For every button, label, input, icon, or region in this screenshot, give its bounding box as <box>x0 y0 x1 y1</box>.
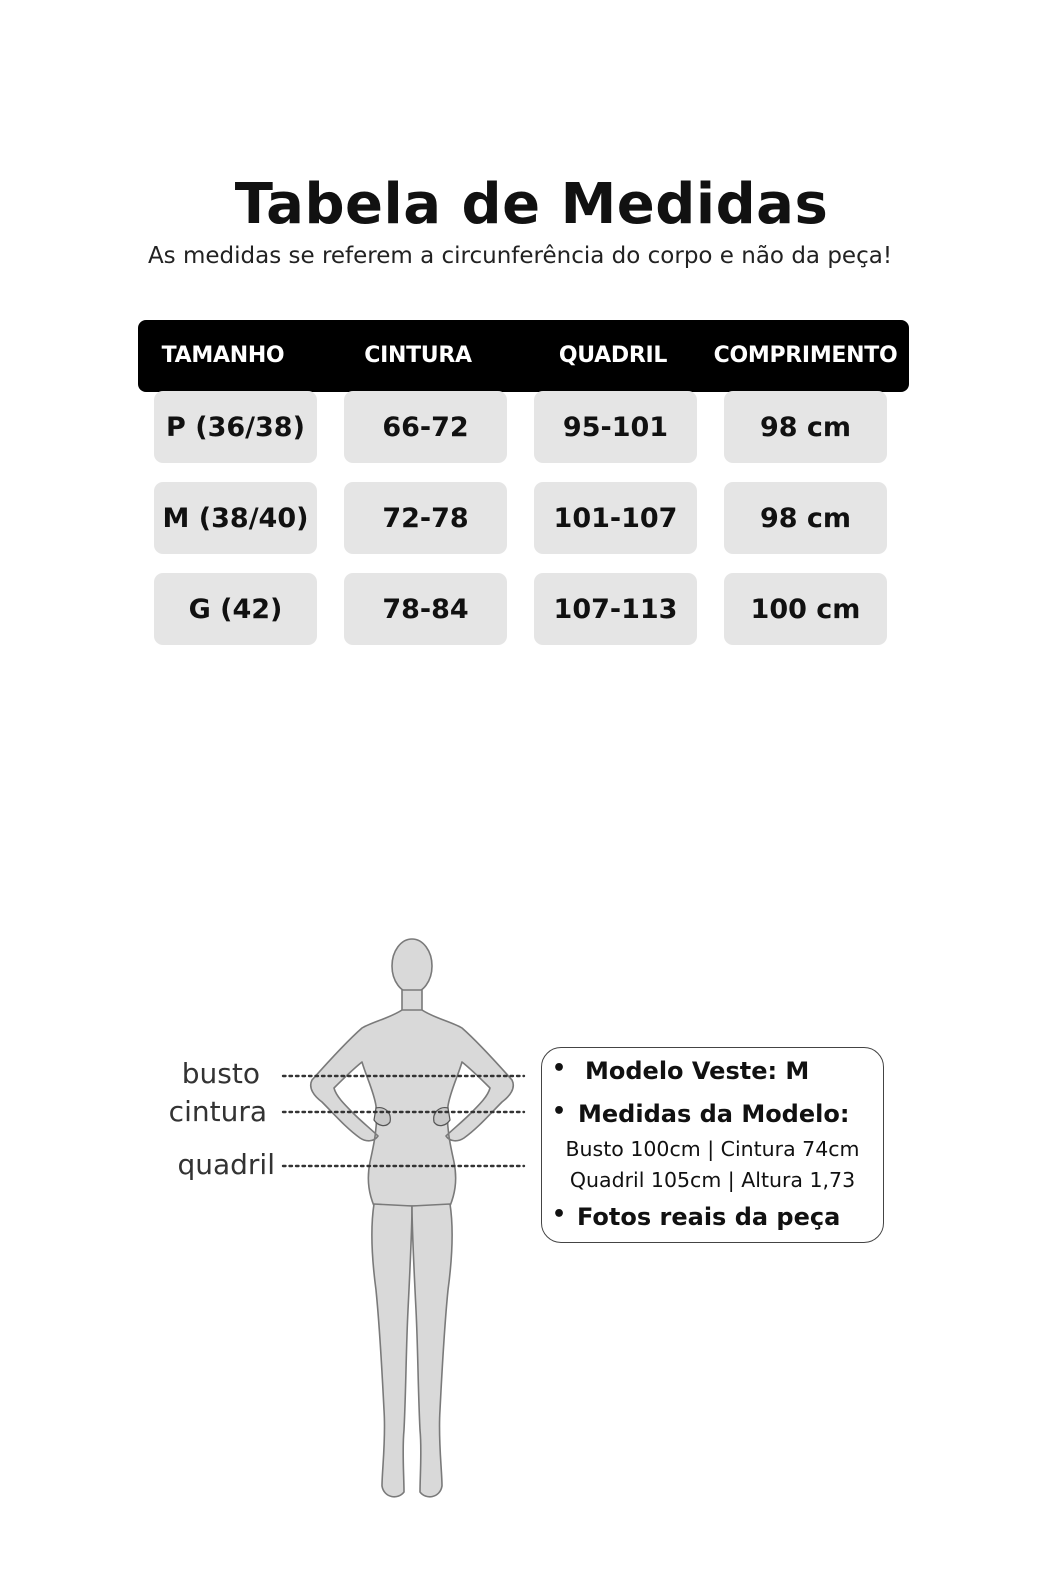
cell-waist: 72-78 <box>344 482 507 554</box>
header-waist: CINTURA <box>364 343 472 368</box>
cell-size: P (36/38) <box>154 391 317 463</box>
model-size-text: Modelo Veste: M <box>585 1057 810 1085</box>
figure-left-leg <box>372 1204 412 1497</box>
model-hip-height: Quadril 105cm | Altura 1,73 <box>569 1168 856 1192</box>
cell-length: 98 cm <box>724 391 887 463</box>
cell-waist: 78-84 <box>344 573 507 645</box>
figure-right-leg <box>412 1204 452 1497</box>
header-length: COMPRIMENTO <box>713 343 898 368</box>
label-hip: quadril <box>177 1148 275 1181</box>
cell-hip: 95-101 <box>534 391 697 463</box>
figure-head <box>392 939 432 993</box>
cell-length: 98 cm <box>724 482 887 554</box>
real-photos-text: Fotos reais da peça <box>577 1203 841 1231</box>
bullet-icon: • <box>552 1099 567 1124</box>
cell-hip: 101-107 <box>534 482 697 554</box>
table-header <box>138 320 909 392</box>
header-hip: QUADRIL <box>558 343 668 368</box>
bullet-icon: • <box>552 1056 567 1081</box>
model-measures-title: Medidas da Modelo: <box>578 1100 850 1128</box>
model-info-box <box>541 1047 884 1243</box>
label-waist: cintura <box>168 1095 267 1128</box>
page-subtitle: As medidas se referem a circunferência do corpo e não da peça! <box>147 243 893 269</box>
header-size: TAMANHO <box>161 343 285 368</box>
figure-torso <box>311 1010 514 1206</box>
figure-neck <box>402 990 422 1012</box>
page-title: Tabela de Medidas <box>234 172 829 237</box>
bullet-icon: • <box>552 1202 567 1227</box>
cell-waist: 66-72 <box>344 391 507 463</box>
model-bust-waist: Busto 100cm | Cintura 74cm <box>565 1137 860 1161</box>
cell-length: 100 cm <box>724 573 887 645</box>
cell-hip: 107-113 <box>534 573 697 645</box>
cell-size: M (38/40) <box>154 482 317 554</box>
body-measurement-figure <box>150 930 550 1510</box>
label-bust: busto <box>181 1057 260 1090</box>
cell-size: G (42) <box>154 573 317 645</box>
